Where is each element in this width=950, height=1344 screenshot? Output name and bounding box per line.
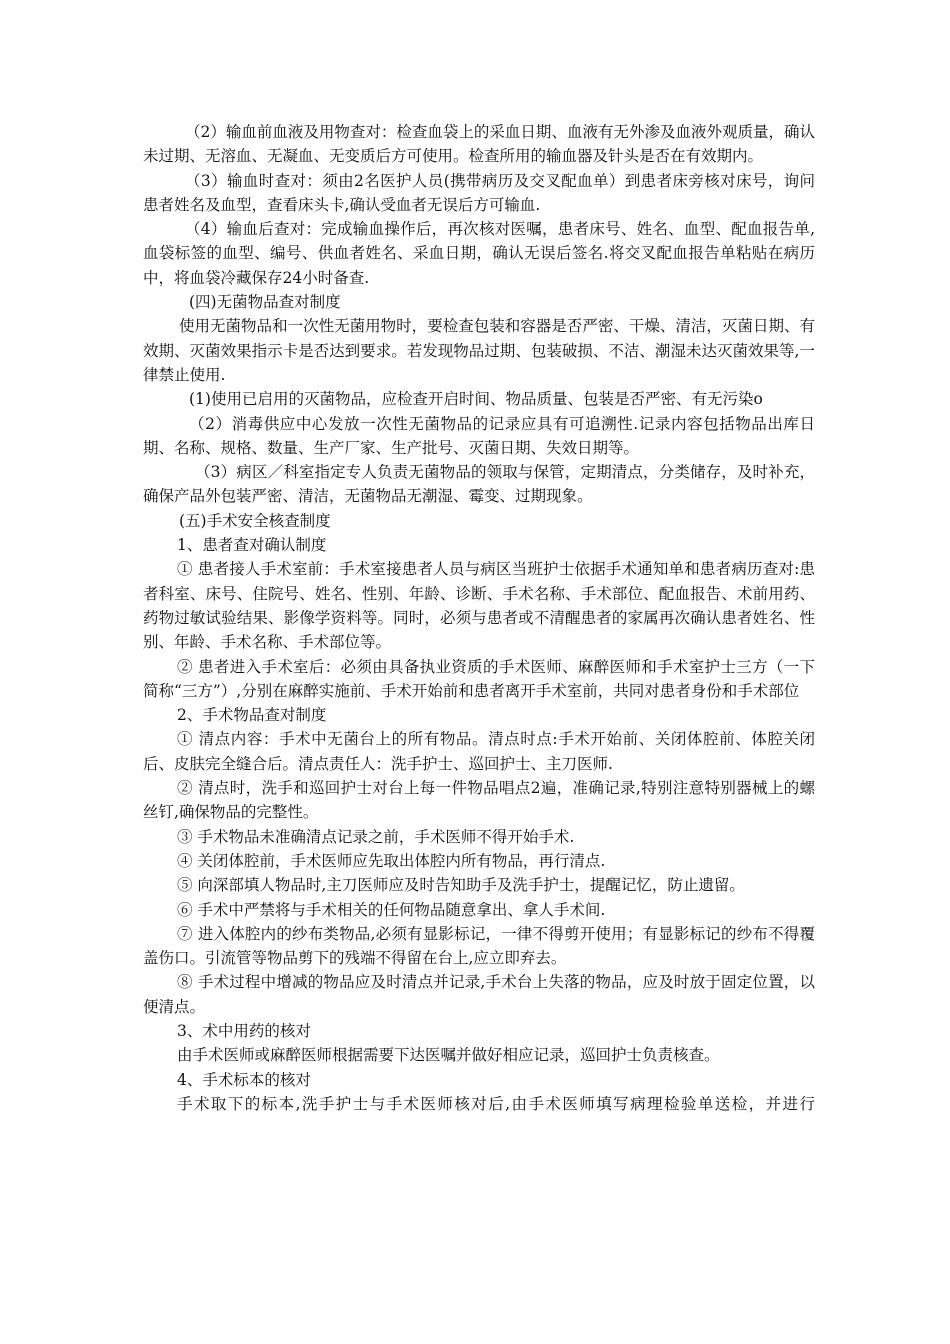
paragraph-blood-during-check: （3）输血时查对：须由2名医护人员(携带病历及交叉配血单）到患者床旁核对床号，询问患者姓名及血型，查看床头卡,确认受血者无误后方可输血.	[143, 171, 815, 214]
subheading-patient-check: 1、患者查对确认制度	[177, 536, 327, 555]
document-body	[143, 120, 815, 1116]
paragraph-blood-pre-check: （2）输血前血液及用物查对：检查血袋上的采血日期、血液有无外渗及血液外观质量，确认未过期、无溶血、无凝血、无变质后方可使用。检查所用的输血器及针头是否在有效期内。	[143, 123, 815, 166]
paragraph-sterile-item-3: （3）病区／科室指定专人负责无菌物品的领取与保管，定期清点，分类储存，及时补充，确保产品外包装严密、清洁，无菌物品无潮湿、霉变、过期现象。	[143, 463, 815, 506]
paragraph-items-check-2: ② 清点时，洗手和巡回护士对台上每一件物品唱点2遍，准确记录,特别注意特别器械上的螺丝钉,确保物品的完整性。	[143, 779, 815, 822]
paragraph-sterile-items-intro: 使用无菌物品和一次性无菌用物时，要检查包装和容器是否严密、干燥、清洁，灭菌日期、有效期、灭菌效果指示卡是否达到要求。若发现物品过期、包装破损、不洁、潮湿未达灭菌效果等,一律禁止使用.	[143, 317, 815, 384]
paragraph-items-check-6: ⑥ 手术中严禁将与手术相关的任何物品随意拿出、拿人手术间.	[177, 900, 606, 919]
paragraph-patient-check-1: ① 患者接人手术室前：手术室接患者人员与病区当班护士依据手术通知单和患者病历查对:患者科室、床号、住院号、姓名、性别、年龄、诊断、手术名称、手术部位、配血报告、术前用药、药物过敏试验结果、影像学资料等。同时，必须与患者或不清醒患者的家属再次确认患者姓名、性别、年龄、手术名称、手术部位等。	[143, 560, 815, 652]
section-heading-sterile-items: (四)无菌物品查对制度	[189, 293, 341, 312]
subheading-specimen-check: 4、手术标本的核对	[177, 1070, 311, 1089]
paragraph-items-check-8: ⑧ 手术过程中增减的物品应及时清点并记录,手术台上失落的物品，应及时放于固定位置，以便清点。	[143, 973, 815, 1016]
paragraph-intraop-medication: 由手术医师或麻醉医师根据需要下达医嘱并做好相应记录，巡回护士负责核查。	[177, 1046, 720, 1065]
paragraph-items-check-4: ④ 关闭体腔前，手术医师应先取出体腔内所有物品，再行清点.	[177, 851, 606, 870]
section-heading-surgery-safety: (五)手术安全核查制度	[179, 511, 331, 530]
paragraph-items-check-3: ③ 手术物品未准确清点记录之前，手术医师不得开始手术.	[177, 827, 575, 846]
paragraph-sterile-item-2: （2）消毒供应中心发放一次性无菌物品的记录应具有可追溯性.记录内容包括物品出库日期、名称、规格、数量、生产厂家、生产批号、灭菌日期、失效日期等。	[143, 414, 815, 457]
paragraph-specimen-check: 手术取下的标本,洗手护士与手术医师核对后,由手术医师填写病理检验单送检，并进行	[177, 1094, 815, 1113]
subheading-surgical-items-check: 2、手术物品查对制度	[177, 706, 327, 725]
paragraph-items-check-1: ① 清点内容：手术中无菌台上的所有物品。清点时点:手术开始前、关闭体腔前、体腔关闭后、皮肤完全缝合后。清点责任人：洗手护士、巡回护士、主刀医师.	[143, 730, 815, 773]
paragraph-patient-check-2: ② 患者进入手术室后：必须由具备执业资质的手术医师、麻醉医师和手术室护士三方（一下简称“三方”）,分别在麻醉实施前、手术开始前和患者离开手术室前，共同对患者身份和手术部位	[143, 657, 815, 700]
paragraph-blood-post-check: （4）输血后查对：完成输血操作后，再次核对医嘱，患者床号、姓名、血型、配血报告单,血袋标签的血型、编号、供血者姓名、采血日期，确认无误后签名.将交叉配血报告单粘贴在病历中，将血袋冷藏保存24小时备查.	[143, 220, 815, 287]
paragraph-sterile-item-1: (1)使用已启用的灭菌物品，应检查开启时间、物品质量、包装是否严密、有无污染o	[189, 390, 763, 409]
paragraph-items-check-5: ⑤ 向深部填人物品时,主刀医师应及时告知助手及洗手护士，提醒记忆，防止遗留。	[177, 876, 745, 895]
subheading-intraop-medication: 3、术中用药的核对	[177, 1021, 311, 1040]
paragraph-items-check-7: ⑦ 进入体腔内的纱布类物品,必须有显影标记，一律不得剪开使用；有显影标记的纱布不得覆盖伤口。引流管等物品剪下的残端不得留在台上,应立即弃去。	[143, 924, 815, 968]
